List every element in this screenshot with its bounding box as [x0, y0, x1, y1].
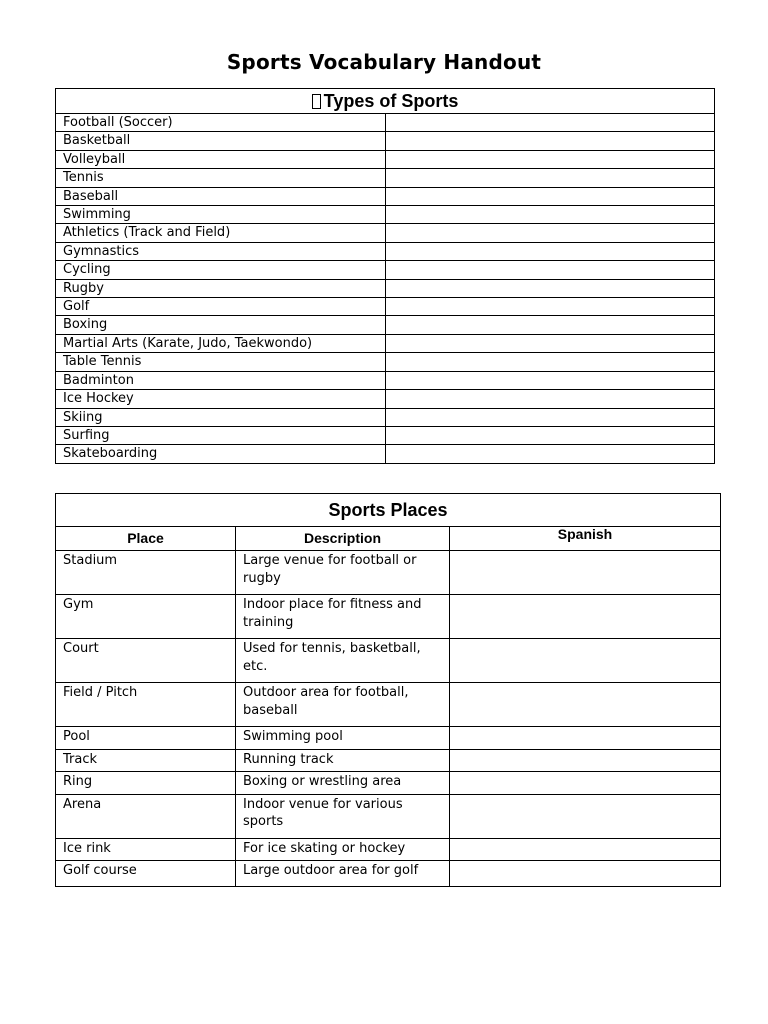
table-row [56, 279, 715, 297]
sport-blank-cell[interactable] [386, 316, 715, 334]
table-row [56, 298, 715, 316]
spanish-cell[interactable] [450, 639, 721, 683]
sport-name-cell: Boxing [56, 316, 386, 334]
table-row [56, 390, 715, 408]
table-row [56, 242, 715, 260]
table-row [56, 371, 715, 389]
types-title-cell [56, 89, 715, 114]
description-cell: Large outdoor area for golf [236, 861, 450, 887]
sport-name-cell: Badminton [56, 371, 386, 389]
table-row [56, 749, 721, 772]
sport-blank-cell[interactable] [386, 132, 715, 150]
sport-blank-cell[interactable] [386, 298, 715, 316]
spanish-cell[interactable] [450, 794, 721, 838]
table-row [56, 169, 715, 187]
table-row [56, 639, 721, 683]
column-header-description: Description [236, 527, 450, 551]
table-row [56, 408, 715, 426]
column-header-place: Place [56, 527, 236, 551]
table-row [56, 727, 721, 750]
sport-blank-cell[interactable] [386, 334, 715, 352]
sport-name-cell: Baseball [56, 187, 386, 205]
sport-name-cell: Gymnastics [56, 242, 386, 260]
spanish-cell[interactable] [450, 551, 721, 595]
place-cell: Golf course [56, 861, 236, 887]
spanish-cell[interactable] [450, 683, 721, 727]
description-cell: Swimming pool [236, 727, 450, 750]
table-row [56, 838, 721, 861]
sport-name-cell: Martial Arts (Karate, Judo, Taekwondo) [56, 334, 386, 352]
table-row [56, 316, 715, 334]
sport-blank-cell[interactable] [386, 445, 715, 463]
table-row [56, 551, 721, 595]
sport-name-cell: Golf [56, 298, 386, 316]
table-row [56, 206, 715, 224]
table-row [56, 187, 715, 205]
sport-name-cell: Skateboarding [56, 445, 386, 463]
sport-name-cell: Rugby [56, 279, 386, 297]
spanish-cell[interactable] [450, 727, 721, 750]
sport-name-cell: Ice Hockey [56, 390, 386, 408]
table-row [56, 114, 715, 132]
types-of-sports-table [55, 88, 715, 464]
sport-name-cell: Cycling [56, 261, 386, 279]
places-title-row [56, 494, 721, 527]
sport-blank-cell[interactable] [386, 150, 715, 168]
spanish-cell[interactable] [450, 595, 721, 639]
missing-glyph-icon [312, 94, 321, 109]
sport-name-cell: Athletics (Track and Field) [56, 224, 386, 242]
spanish-cell[interactable] [450, 749, 721, 772]
sport-blank-cell[interactable] [386, 187, 715, 205]
description-cell: For ice skating or hockey [236, 838, 450, 861]
description-cell: Running track [236, 749, 450, 772]
sport-blank-cell[interactable] [386, 408, 715, 426]
table-row [56, 261, 715, 279]
table-row [56, 445, 715, 463]
place-cell: Stadium [56, 551, 236, 595]
table-row [56, 150, 715, 168]
spanish-cell[interactable] [450, 838, 721, 861]
description-cell: Large venue for football or rugby [236, 551, 450, 595]
table-row [56, 334, 715, 352]
sport-blank-cell[interactable] [386, 169, 715, 187]
table-row [56, 861, 721, 887]
sport-name-cell: Basketball [56, 132, 386, 150]
place-cell: Arena [56, 794, 236, 838]
sport-blank-cell[interactable] [386, 426, 715, 444]
place-cell: Ring [56, 772, 236, 795]
sport-blank-cell[interactable] [386, 353, 715, 371]
description-cell: Used for tennis, basketball, etc. [236, 639, 450, 683]
sport-name-cell: Football (Soccer) [56, 114, 386, 132]
document-title: Sports Vocabulary Handout [226, 50, 542, 74]
sport-blank-cell[interactable] [386, 261, 715, 279]
place-cell: Track [56, 749, 236, 772]
place-cell: Ice rink [56, 838, 236, 861]
sports-places-table [55, 493, 721, 887]
table-row [56, 595, 721, 639]
sport-blank-cell[interactable] [386, 390, 715, 408]
place-cell: Gym [56, 595, 236, 639]
place-cell: Field / Pitch [56, 683, 236, 727]
table-row [56, 353, 715, 371]
table-row [56, 772, 721, 795]
sport-name-cell: Skiing [56, 408, 386, 426]
sport-blank-cell[interactable] [386, 206, 715, 224]
sport-name-cell: Volleyball [56, 150, 386, 168]
places-header-row [56, 527, 721, 551]
table-row [56, 426, 715, 444]
sport-blank-cell[interactable] [386, 279, 715, 297]
table-row [56, 132, 715, 150]
table-row [56, 794, 721, 838]
sport-blank-cell[interactable] [386, 224, 715, 242]
table-row [56, 683, 721, 727]
spanish-cell[interactable] [450, 861, 721, 887]
description-cell: Indoor venue for various sports [236, 794, 450, 838]
place-cell: Pool [56, 727, 236, 750]
table-row [56, 224, 715, 242]
sport-blank-cell[interactable] [386, 242, 715, 260]
sport-name-cell: Surfing [56, 426, 386, 444]
sport-blank-cell[interactable] [386, 114, 715, 132]
sport-name-cell: Table Tennis [56, 353, 386, 371]
sport-name-cell: Swimming [56, 206, 386, 224]
description-cell: Indoor place for fitness and training [236, 595, 450, 639]
types-table-title: Types of Sports [323, 91, 459, 111]
spanish-cell[interactable] [450, 772, 721, 795]
places-table-title: Sports Places [56, 494, 721, 527]
place-cell: Court [56, 639, 236, 683]
sport-name-cell: Tennis [56, 169, 386, 187]
sport-blank-cell[interactable] [386, 371, 715, 389]
types-title-row [56, 89, 715, 114]
column-header-spanish: Spanish [450, 527, 721, 551]
description-cell: Outdoor area for football, baseball [236, 683, 450, 727]
description-cell: Boxing or wrestling area [236, 772, 450, 795]
